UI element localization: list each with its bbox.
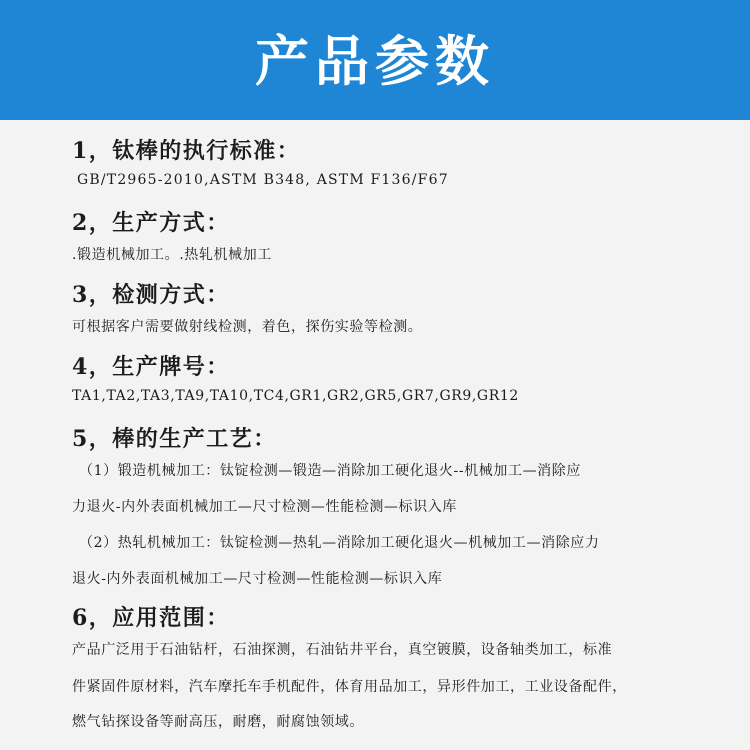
- page-title: 产品参数: [255, 29, 495, 93]
- process-line: 退火-内外表面机械加工—尺寸检测—性能检测—标识入库: [72, 571, 443, 587]
- applications-line: 燃气钻探设备等耐高压，耐磨，耐腐蚀领域。: [72, 714, 364, 730]
- section-heading-applications: 6，应用范围：: [72, 605, 230, 631]
- process-line: （1）锻造机械加工：钛锭检测—锻造—消除加工硬化退火--机械加工—消除应: [79, 463, 581, 479]
- section-heading-grades: 4，生产牌号：: [72, 354, 230, 380]
- section-heading-process: 5，棒的生产工艺：: [72, 426, 277, 452]
- section-heading-inspection: 3，检测方式：: [72, 282, 230, 308]
- applications-line: 产品广泛用于石油钻杆，石油探测，石油钻井平台，真空镀膜，设备轴类加工，标准: [72, 642, 613, 658]
- production-method-text: .锻造机械加工。.热轧机械加工: [72, 247, 272, 263]
- process-line: （2）热轧机械加工：钛锭检测—热轧—消除加工硬化退火—机械加工—消除应力: [79, 535, 600, 551]
- process-line: 力退火-内外表面机械加工—尺寸检测—性能检测—标识入库: [72, 499, 457, 515]
- applications-line: 件紧固件原材料，汽车摩托车手机配件，体育用品加工，异形件加工，工业设备配件，: [72, 679, 627, 695]
- section-heading-production-method: 2，生产方式：: [72, 210, 230, 236]
- inspection-text: 可根据客户需要做射线检测，着色，探伤实验等检测。: [72, 319, 423, 335]
- grades-text: TA1,TA2,TA3,TA9,TA10,TC4,GR1,GR2,GR5,GR7,GR9,GR12: [72, 388, 519, 404]
- section-heading-standard: 1，钛棒的执行标准：: [72, 138, 301, 164]
- standard-text: GB/T2965-2010,ASTM B348, ASTM F136/F67: [77, 172, 449, 188]
